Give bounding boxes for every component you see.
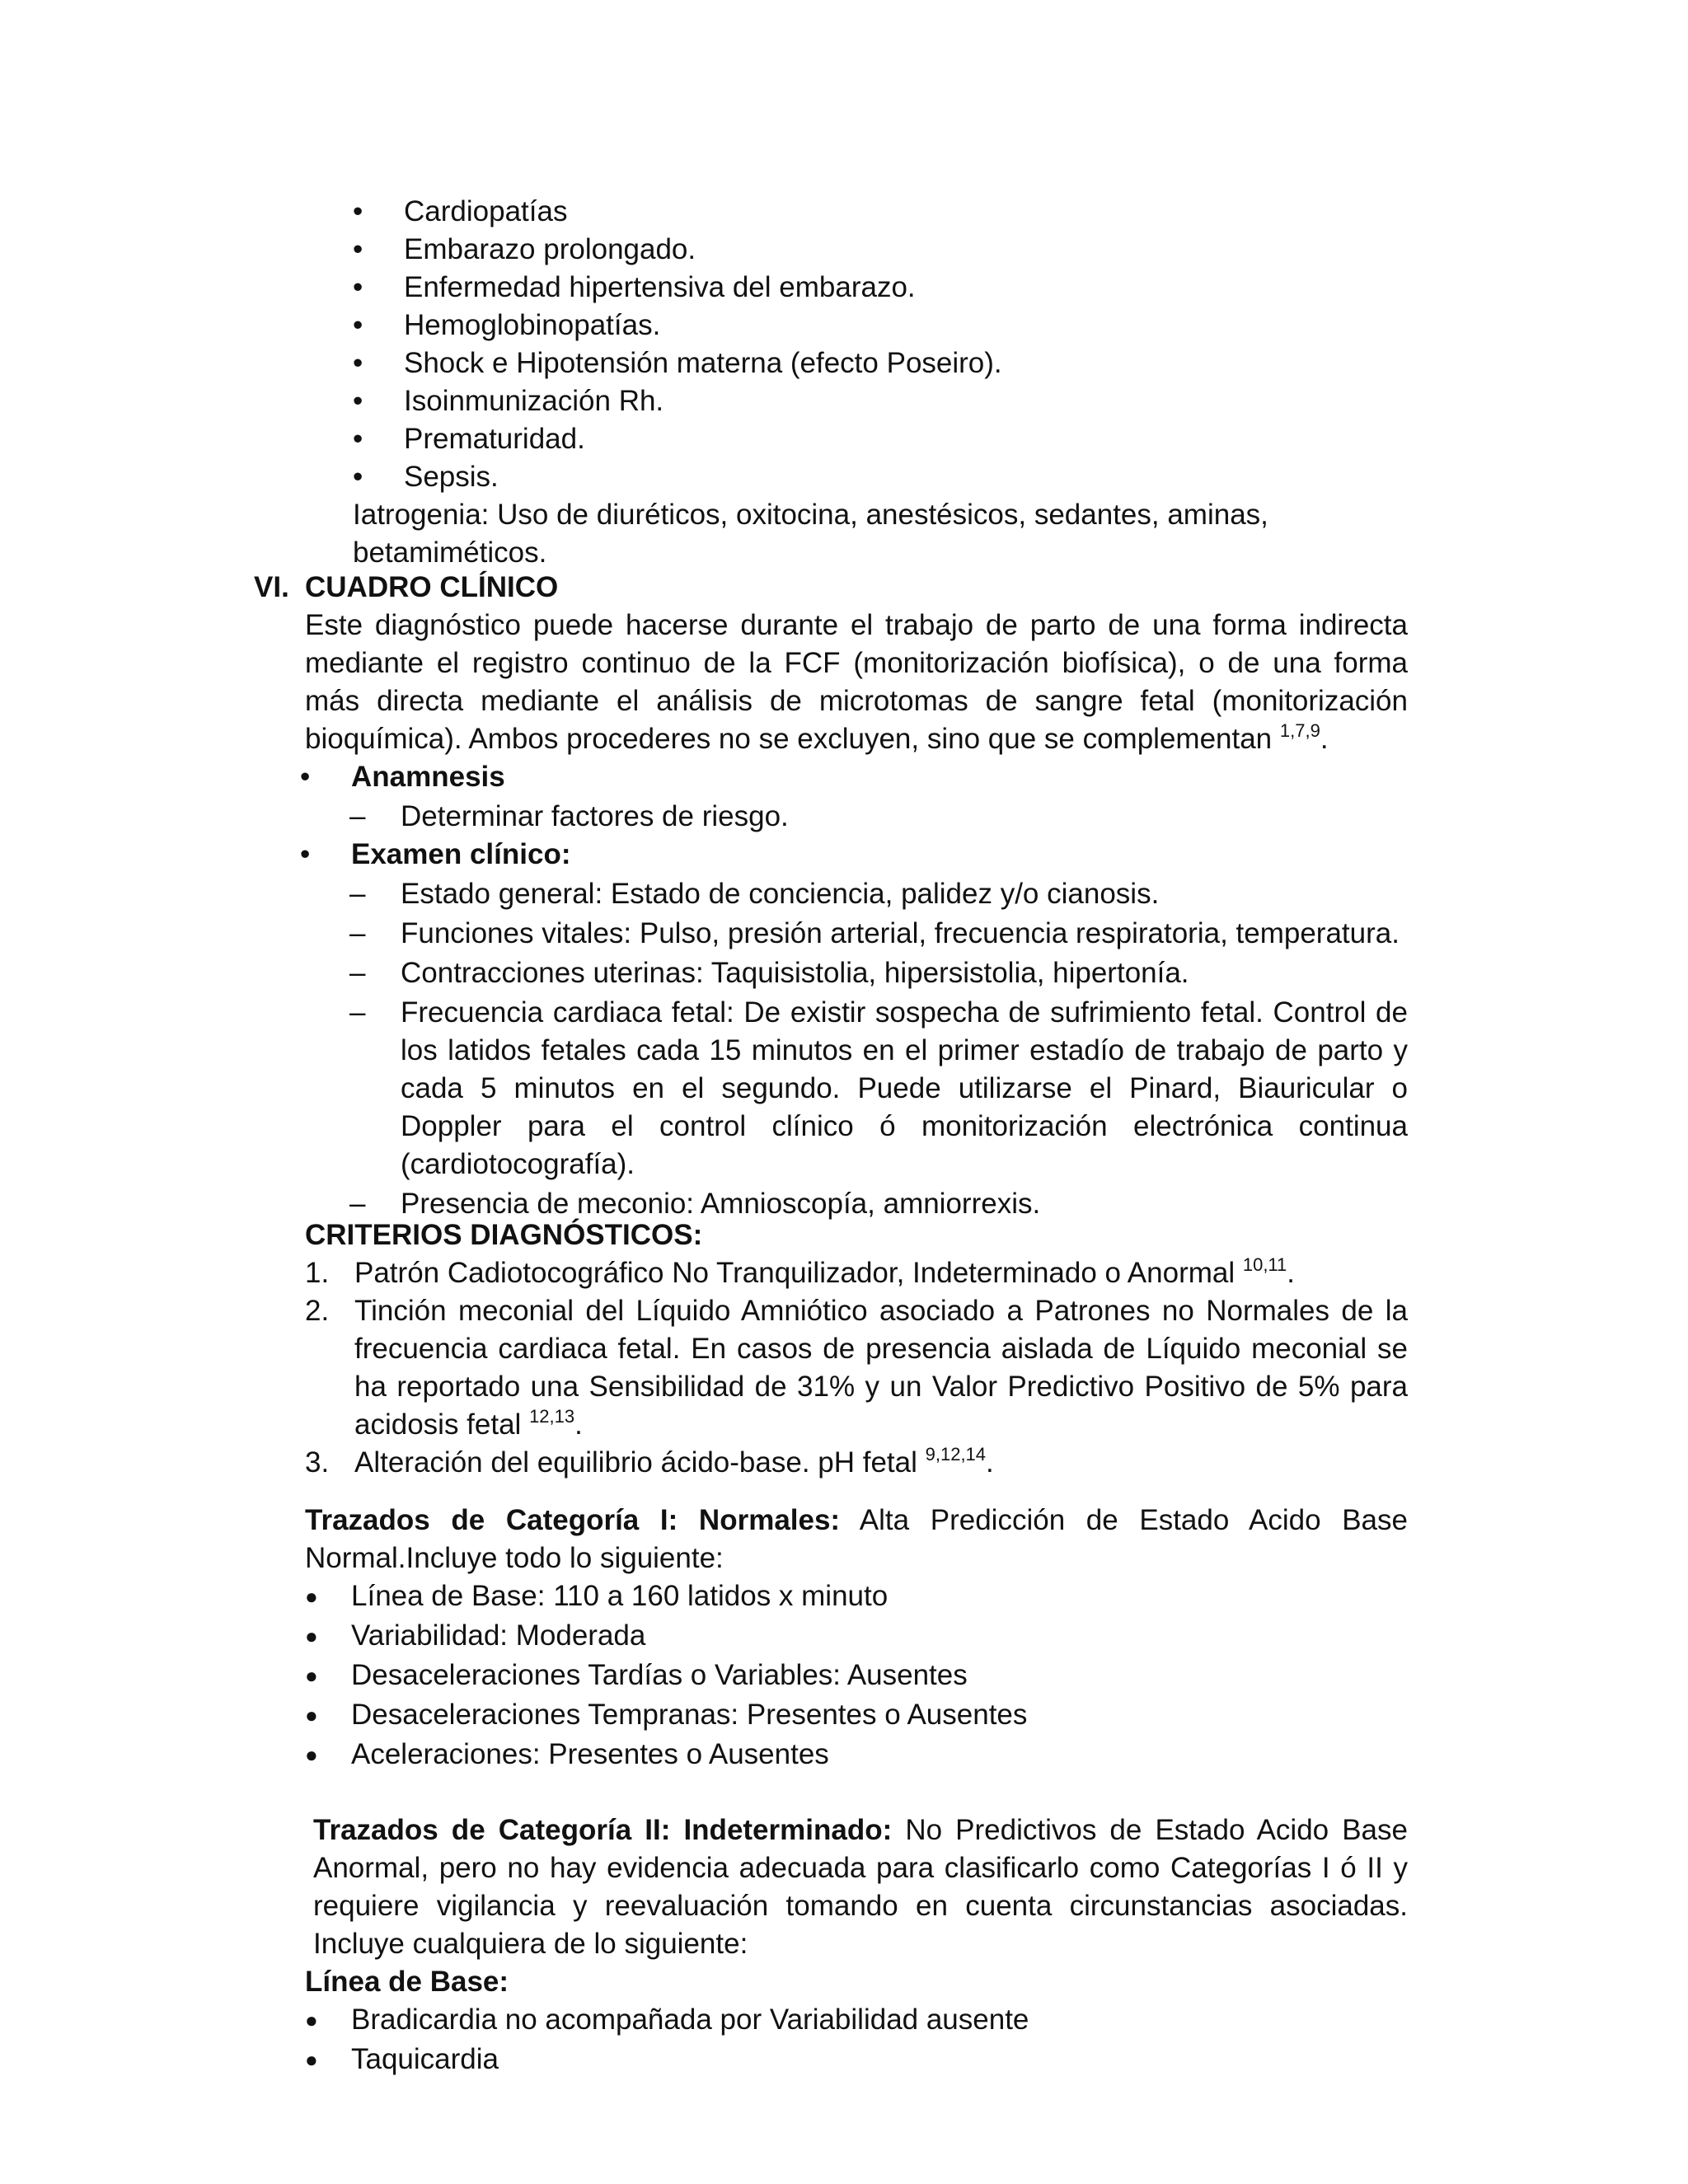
causes-list: [404, 193, 1409, 496]
examen-heading: • Examen clínico: – Estado general: Estado de conciencia, palidez y/o cianosis. – Funciones vitales: Pulso, presión arterial, frecuencia respiratoria, temperatura. – Contracciones uterinas: Taquisistolia, hipersistolia, hipertonía. – Frecuencia cardiaca fetal: De existir sospecha de sufrimiento fetal. Control de los latidos fetales cada 15 minutos en el primer estadío de trabajo de parto y cada 5 minutos en el segundo. Puede utilizarse el Pinard, Biauricular o Doppler para el control clínico ó monitorización electrónica continua (cardiotocografía). – Presencia de meconio: Amnioscopía, amniorrexis.: [351, 836, 1414, 1223]
section-title: CUADRO CLÍNICO: [305, 571, 559, 603]
cat2-title: Trazados de Categoría II: Indeterminado:: [313, 1814, 893, 1846]
list-item: • Sepsis.: [404, 458, 1409, 496]
section-number: VI.: [254, 571, 289, 603]
list-item: – Funciones vitales: Pulso, presión arterial, frecuencia respiratoria, temperatura.: [401, 915, 1408, 953]
criterio-item: 3. Alteración del equilibrio ácido-base. pH fetal $^{9,12,14}$.: [305, 1444, 994, 1479]
list-item: – Frecuencia cardiaca fetal: De existir sospecha de sufrimiento fetal. Control de los latidos fetales cada 15 minutos en el primer estadío de trabajo de parto y cada 5 minutos en el segundo. Puede utilizarse el Pinard, Biauricular o Doppler para el control clínico ó monitorización electrónica continua (cardiotocografía).: [401, 994, 1408, 1183]
reference: 12,13: [529, 1406, 575, 1427]
list-item: • Enfermedad hipertensiva del embarazo.: [404, 269, 1409, 307]
section-heading: [254, 569, 1409, 607]
list-item: ● Bradicardia no acompañada por Variabilidad ausente: [351, 2001, 1406, 2039]
cat2-subtitle: Línea de Base:: [305, 1966, 509, 1998]
list-item: • Cardiopatías: [404, 193, 1409, 231]
list-item: – Contracciones uterinas: Taquisistolia, hipersistolia, hipertonía.: [401, 954, 1408, 992]
list-item: ● Taquicardia: [351, 2041, 1406, 2079]
criterios-title: CRITERIOS DIAGNÓSTICOS:: [305, 1219, 703, 1251]
list-item: • Embarazo prolongado.: [404, 231, 1409, 269]
reference: 9,12,14: [925, 1444, 987, 1465]
cat2-list: [351, 2001, 1406, 2079]
list-item: ● Desaceleraciones Tempranas: Presentes o Ausentes: [351, 1696, 1406, 1734]
criterios-list: [305, 1254, 1408, 1482]
examen-list: [351, 836, 1414, 1223]
list-item: ● Variabilidad: Moderada: [351, 1617, 1406, 1655]
anamnesis-heading: • Anamnesis – Determinar factores de riesgo.: [351, 758, 1414, 836]
list-item: ● Aceleraciones: Presentes o Ausentes: [351, 1736, 1406, 1774]
anamnesis-list: [351, 758, 1414, 836]
list-item: – Estado general: Estado de conciencia, palidez y/o cianosis.: [401, 875, 1408, 913]
cat2-paragraph: Trazados de Categoría II: Indeterminado: No Predictivos de Estado Acido Base Anormal, pero no hay evidencia adecuada para clasificarlo como Categorías I ó II y requiere vigilancia y reevaluación tomando en cuenta circunstancias asociadas. Incluye cualquiera de lo siguiente:: [313, 1814, 1408, 1960]
iatrogenia-text: Iatrogenia: Uso de diuréticos, oxitocina, anestésicos, sedantes, aminas, betamiméticos.: [353, 499, 1268, 569]
cat1-title: Trazados de Categoría I: Normales:: [305, 1504, 841, 1536]
criterio-item: 2. Tinción meconial del Líquido Amniótico asociado a Patrones no Normales de la frecuencia cardiaca fetal. En casos de presencia aislada de Líquido meconial se ha reportado una Sensibilidad de 31% y un Valor Predictivo Positivo de 5% para acidosis fetal $^{12,13}$.: [305, 1295, 1408, 1441]
list-item: – Presencia de meconio: Amnioscopía, amniorrexis.: [401, 1185, 1408, 1223]
list-item: ● Línea de Base: 110 a 160 latidos x minuto: [351, 1577, 1406, 1615]
list-item: ● Desaceleraciones Tardías o Variables: Ausentes: [351, 1657, 1406, 1694]
cat1-list: [351, 1577, 1406, 1774]
cat1-paragraph: Trazados de Categoría I: Normales: Alta Predicción de Estado Acido Base Normal.Incluye todo lo siguiente:: [305, 1504, 1408, 1574]
reference: 10,11: [1242, 1254, 1287, 1275]
reference: 1,7,9: [1279, 720, 1320, 741]
criterio-item: 1. Patrón Cadiotocográfico No Tranquilizador, Indeterminado o Anormal $^{10,11}$.: [305, 1254, 1295, 1289]
list-item: • Isoinmunización Rh.: [404, 382, 1409, 420]
section-intro: Este diagnóstico puede hacerse durante el trabajo de parto de una forma indirecta mediante el registro continuo de la FCF (monitorización biofísica), o de una forma más directa mediante el análisis de microtomas de sangre fetal (monitorización bioquímica). Ambos procederes no se excluyen, sino que se complementan $^{1,7,9}$.: [305, 609, 1408, 755]
list-item: – Determinar factores de riesgo.: [401, 798, 1414, 836]
list-item: • Prematuridad.: [404, 420, 1409, 458]
list-item: • Hemoglobinopatías.: [404, 307, 1409, 344]
list-item: • Shock e Hipotensión materna (efecto Poseiro).: [404, 344, 1409, 382]
